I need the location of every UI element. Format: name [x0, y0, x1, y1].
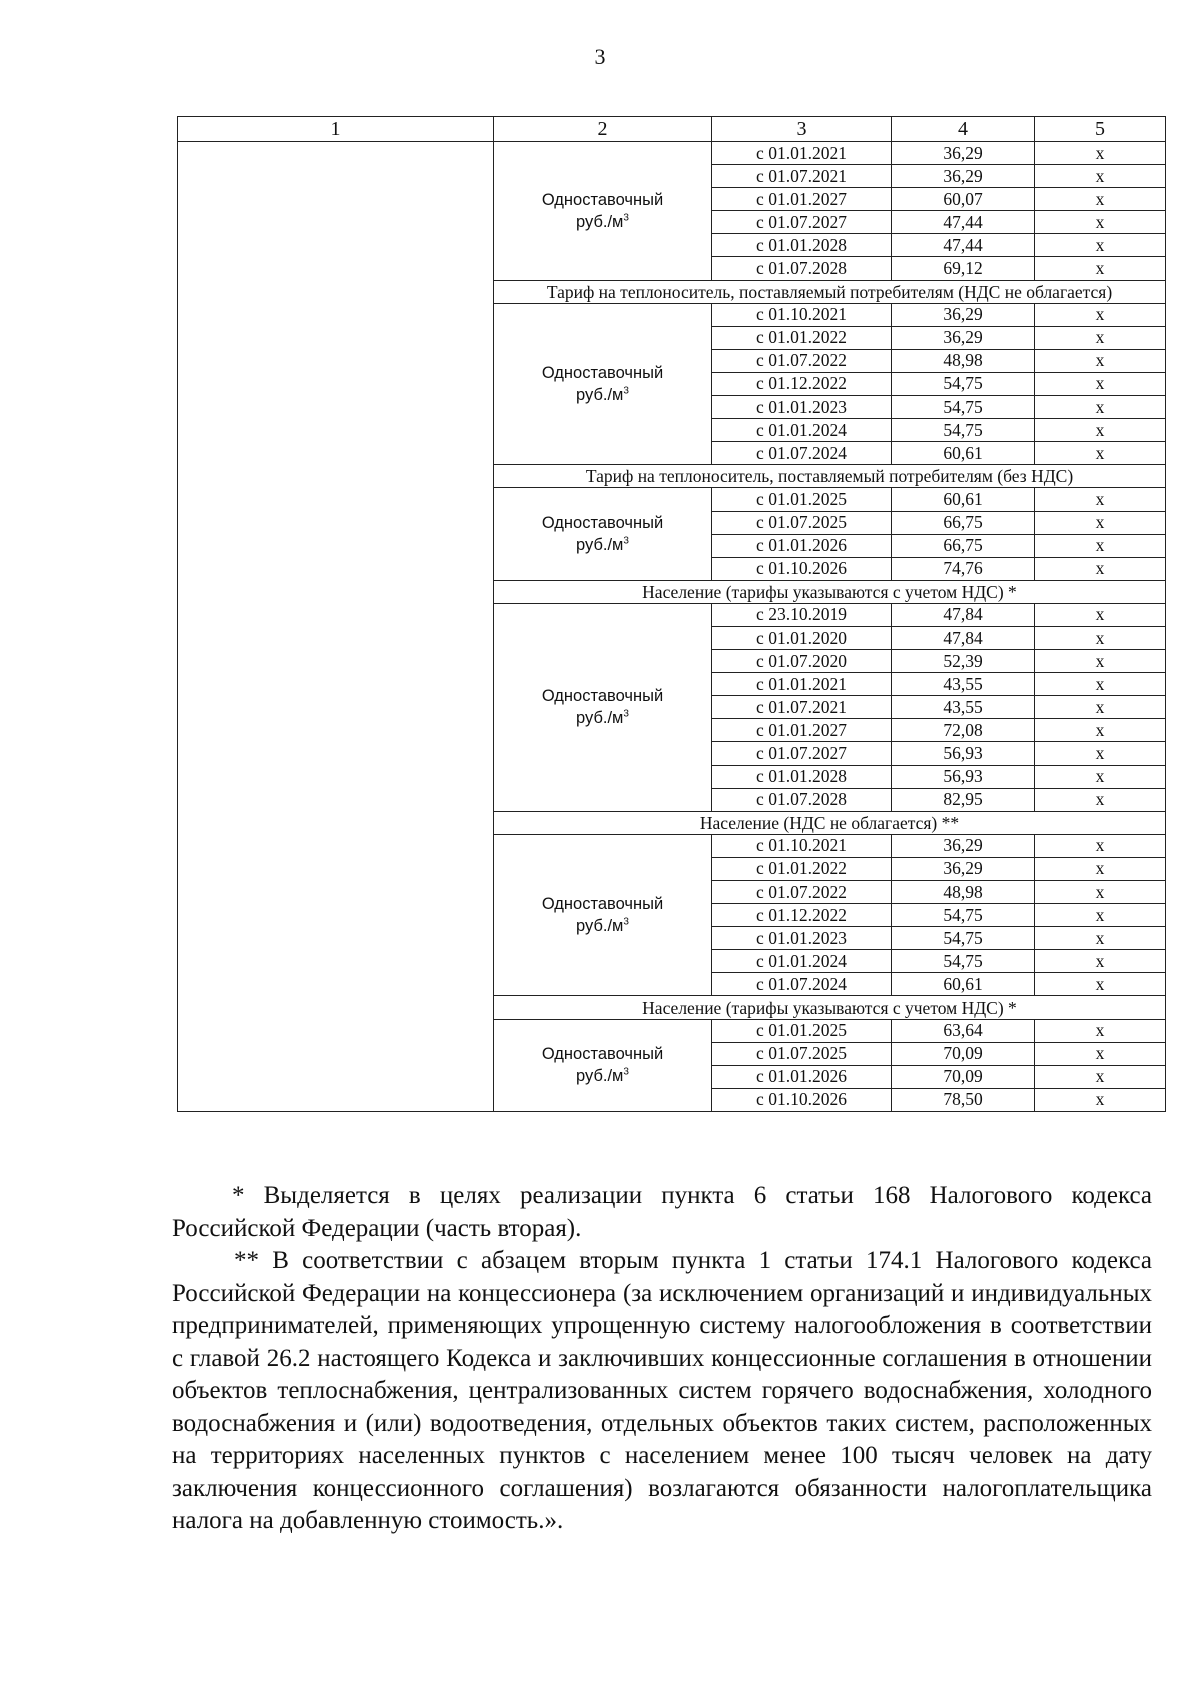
tariff-type-cell: [494, 1019, 712, 1111]
table-row: [178, 142, 1166, 165]
column-5-cell: x: [1035, 950, 1166, 973]
column-5-cell: x: [1035, 211, 1166, 234]
tariff-value-cell: 74,76: [892, 557, 1035, 580]
column-header: 2: [494, 117, 712, 142]
column-5-cell: x: [1035, 719, 1166, 742]
tariff-type-label: Одноставочный: [541, 687, 664, 706]
tariff-value-cell: 54,75: [892, 927, 1035, 950]
effective-date-cell: с 01.07.2027: [712, 742, 892, 765]
effective-date-cell: с 01.07.2027: [712, 211, 892, 234]
tariff-value-cell: 47,84: [892, 626, 1035, 649]
column-5-cell: x: [1035, 1019, 1166, 1042]
column-5-cell: x: [1035, 557, 1166, 580]
effective-date-cell: с 01.07.2028: [712, 257, 892, 280]
column-5-cell: x: [1035, 372, 1166, 395]
footnote-vat-included: * Выделяется в целях реализации пункта 6 статьи 168 Налогового кодекса Российской Федерации (часть вторая).: [172, 1182, 1152, 1242]
column-5-cell: x: [1035, 419, 1166, 442]
tariff-value-cell: 70,09: [892, 1042, 1035, 1065]
tariff-value-cell: 69,12: [892, 257, 1035, 280]
tariff-value-cell: 52,39: [892, 650, 1035, 673]
effective-date-cell: с 01.07.2022: [712, 881, 892, 904]
tariff-type-label: Одноставочный: [541, 190, 664, 209]
tariff-value-cell: 56,93: [892, 765, 1035, 788]
effective-date-cell: с 01.01.2020: [712, 626, 892, 649]
column-5-cell: x: [1035, 511, 1166, 534]
page-number: 3: [594, 44, 606, 69]
effective-date-cell: с 01.01.2027: [712, 719, 892, 742]
unit-text: руб./м: [576, 385, 624, 404]
section-title: Население (тарифы указываются с учетом НДС) *: [494, 580, 1166, 603]
column-5-cell: x: [1035, 165, 1166, 188]
effective-date-cell: с 01.07.2028: [712, 788, 892, 811]
unit-superscript: 3: [623, 916, 629, 928]
column-5-cell: x: [1035, 973, 1166, 996]
tariff-type-label: Одноставочный: [541, 363, 664, 382]
effective-date-cell: с 01.01.2028: [712, 234, 892, 257]
section-title: Население (тарифы указываются с учетом НДС) *: [494, 996, 1166, 1019]
column-5-cell: x: [1035, 765, 1166, 788]
column-header: 4: [892, 117, 1035, 142]
tariff-unit-label: [494, 534, 711, 556]
effective-date-cell: с 01.07.2020: [712, 650, 892, 673]
unit-superscript: 3: [623, 535, 629, 547]
column-5-cell: x: [1035, 396, 1166, 419]
tariff-value-cell: 54,75: [892, 372, 1035, 395]
tariff-value-cell: 82,95: [892, 788, 1035, 811]
effective-date-cell: с 01.10.2021: [712, 834, 892, 857]
section-title: Тариф на теплоноситель, поставляемый потребителям (НДС не облагается): [494, 280, 1166, 303]
effective-date-cell: с 01.01.2024: [712, 950, 892, 973]
effective-date-cell: с 01.07.2021: [712, 165, 892, 188]
effective-date-cell: с 01.01.2021: [712, 673, 892, 696]
effective-date-cell: с 01.07.2024: [712, 442, 892, 465]
section-title: Население (НДС не облагается) **: [494, 811, 1166, 834]
tariff-value-cell: 78,50: [892, 1088, 1035, 1111]
effective-date-cell: с 01.01.2025: [712, 488, 892, 511]
unit-superscript: 3: [623, 708, 629, 720]
column-header: 3: [712, 117, 892, 142]
tariff-value-cell: 54,75: [892, 904, 1035, 927]
column-header: 5: [1035, 117, 1166, 142]
footnotes: [172, 1180, 1152, 1538]
column-5-cell: x: [1035, 349, 1166, 372]
tariff-value-cell: 66,75: [892, 534, 1035, 557]
effective-date-cell: с 01.01.2022: [712, 857, 892, 880]
tariff-value-cell: 47,44: [892, 211, 1035, 234]
tariff-type-cell: [494, 834, 712, 996]
column-5-cell: x: [1035, 442, 1166, 465]
tariff-value-cell: 54,75: [892, 950, 1035, 973]
tariff-value-cell: 36,29: [892, 303, 1035, 326]
tariff-value-cell: 70,09: [892, 1065, 1035, 1088]
effective-date-cell: с 23.10.2019: [712, 603, 892, 626]
effective-date-cell: с 01.12.2022: [712, 372, 892, 395]
unit-text: руб./м: [576, 917, 624, 936]
column-5-cell: x: [1035, 673, 1166, 696]
unit-text: руб./м: [576, 536, 624, 555]
section-title: Тариф на теплоноситель, поставляемый потребителям (без НДС): [494, 465, 1166, 488]
effective-date-cell: с 01.07.2022: [712, 349, 892, 372]
effective-date-cell: с 01.01.2021: [712, 142, 892, 165]
tariff-unit-label: [494, 915, 711, 937]
footnote-vat-exempt: ** В соответствии с абзацем вторым пункта 1 статьи 174.1 Налогового кодекса Российской Федерации на концессионера (за исключением организаций и индивидуальных предпринимателей, применяющих упрощенную систему налогообложения в соответствии с главой 26.2 настоящего Кодекса и заключивших концессионные соглашения в отношении объектов теплоснабжения, централизованных систем горячего водоснабжения, холодного водоснабжения и (или) водоотведения, отдельных объектов таких систем, расположенных на территориях населенных пунктов с населением менее 100 тысяч человек на дату заключения концессионного соглашения) возлагаются обязанности налогоплательщика налога на добавленную стоимость.».: [172, 1247, 1152, 1534]
column-5-cell: x: [1035, 1042, 1166, 1065]
effective-date-cell: с 01.01.2026: [712, 1065, 892, 1088]
tariff-value-cell: 43,55: [892, 673, 1035, 696]
tariff-type-label: Одноставочный: [541, 1045, 664, 1064]
column-5-cell: x: [1035, 326, 1166, 349]
tariff-unit-label: [494, 384, 711, 406]
column-5-cell: x: [1035, 696, 1166, 719]
tariff-value-cell: 43,55: [892, 696, 1035, 719]
tariff-type-label: Одноставочный: [541, 895, 664, 914]
unit-text: руб./м: [576, 1067, 624, 1086]
tariff-value-cell: 60,61: [892, 973, 1035, 996]
tariff-value-cell: 36,29: [892, 857, 1035, 880]
tariff-value-cell: 60,07: [892, 188, 1035, 211]
effective-date-cell: с 01.01.2025: [712, 1019, 892, 1042]
effective-date-cell: с 01.10.2026: [712, 557, 892, 580]
effective-date-cell: с 01.07.2024: [712, 973, 892, 996]
column-5-cell: x: [1035, 1065, 1166, 1088]
column-5-cell: x: [1035, 303, 1166, 326]
unit-text: руб./м: [576, 709, 624, 728]
column-5-cell: x: [1035, 188, 1166, 211]
effective-date-cell: с 01.01.2022: [712, 326, 892, 349]
tariff-table: [177, 116, 1166, 1112]
unit-superscript: 3: [623, 212, 629, 224]
unit-superscript: 3: [623, 1066, 629, 1078]
table-header-row: [178, 117, 1166, 142]
column-5-cell: x: [1035, 603, 1166, 626]
column-5-cell: x: [1035, 881, 1166, 904]
tariff-value-cell: 66,75: [892, 511, 1035, 534]
column-5-cell: x: [1035, 742, 1166, 765]
column-5-cell: x: [1035, 626, 1166, 649]
tariff-value-cell: 36,29: [892, 165, 1035, 188]
tariff-value-cell: 36,29: [892, 142, 1035, 165]
tariff-value-cell: 48,98: [892, 349, 1035, 372]
column-5-cell: x: [1035, 234, 1166, 257]
tariff-unit-label: [494, 1065, 711, 1087]
column-5-cell: x: [1035, 534, 1166, 557]
effective-date-cell: с 01.01.2028: [712, 765, 892, 788]
tariff-type-cell: [494, 142, 712, 281]
column-5-cell: x: [1035, 142, 1166, 165]
tariff-unit-label: [494, 211, 711, 233]
effective-date-cell: с 01.10.2021: [712, 303, 892, 326]
effective-date-cell: с 01.07.2025: [712, 511, 892, 534]
column-5-cell: x: [1035, 488, 1166, 511]
column-5-cell: x: [1035, 788, 1166, 811]
tariff-type-label: Одноставочный: [541, 514, 664, 533]
effective-date-cell: с 01.07.2021: [712, 696, 892, 719]
column-5-cell: x: [1035, 904, 1166, 927]
effective-date-cell: с 01.01.2027: [712, 188, 892, 211]
column-5-cell: x: [1035, 650, 1166, 673]
effective-date-cell: с 01.10.2026: [712, 1088, 892, 1111]
tariff-value-cell: 36,29: [892, 326, 1035, 349]
tariff-value-cell: 56,93: [892, 742, 1035, 765]
effective-date-cell: с 01.01.2024: [712, 419, 892, 442]
column-5-cell: x: [1035, 927, 1166, 950]
column-header: 1: [178, 117, 494, 142]
tariff-type-cell: [494, 303, 712, 465]
tariff-value-cell: 63,64: [892, 1019, 1035, 1042]
column-5-cell: x: [1035, 257, 1166, 280]
column-1-merged-cell: [178, 142, 494, 1112]
tariff-value-cell: 47,44: [892, 234, 1035, 257]
effective-date-cell: с 01.01.2023: [712, 396, 892, 419]
tariff-value-cell: 36,29: [892, 834, 1035, 857]
column-5-cell: x: [1035, 857, 1166, 880]
tariff-table-body: [178, 117, 1166, 1112]
column-5-cell: x: [1035, 834, 1166, 857]
column-5-cell: x: [1035, 1088, 1166, 1111]
tariff-type-cell: [494, 488, 712, 580]
tariff-value-cell: 54,75: [892, 396, 1035, 419]
tariff-value-cell: 48,98: [892, 881, 1035, 904]
effective-date-cell: с 01.01.2026: [712, 534, 892, 557]
effective-date-cell: с 01.01.2023: [712, 927, 892, 950]
tariff-unit-label: [494, 707, 711, 729]
effective-date-cell: с 01.12.2022: [712, 904, 892, 927]
tariff-value-cell: 54,75: [892, 419, 1035, 442]
tariff-value-cell: 60,61: [892, 488, 1035, 511]
effective-date-cell: с 01.07.2025: [712, 1042, 892, 1065]
tariff-value-cell: 72,08: [892, 719, 1035, 742]
tariff-value-cell: 60,61: [892, 442, 1035, 465]
tariff-value-cell: 47,84: [892, 603, 1035, 626]
unit-text: руб./м: [576, 212, 624, 231]
tariff-type-cell: [494, 603, 712, 811]
unit-superscript: 3: [623, 385, 629, 397]
